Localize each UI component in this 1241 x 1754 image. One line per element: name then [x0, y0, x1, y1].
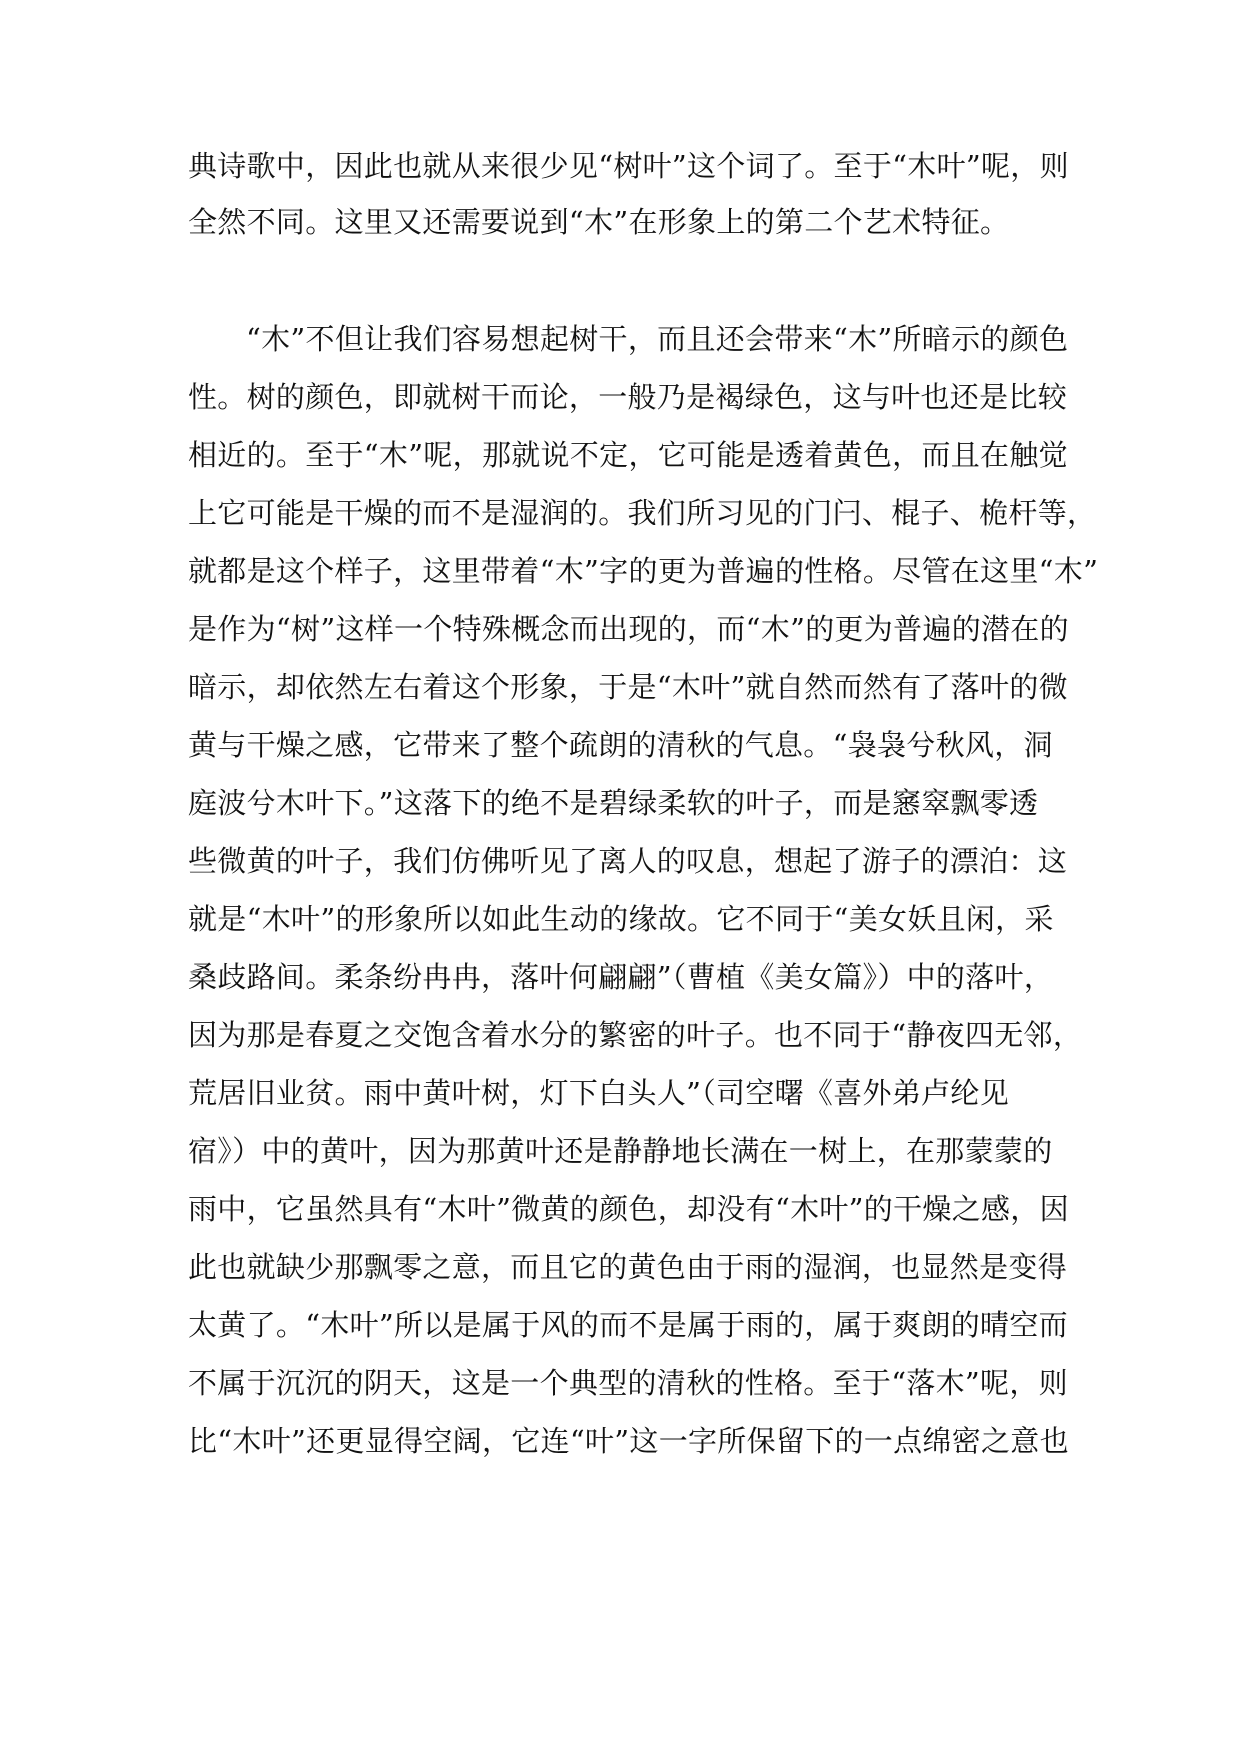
text-line: 此也就缺少那飘零之意，而且它的黄色由于雨的湿润，也显然是变得 [188, 1250, 1068, 1284]
text-line: 桑歧路间。柔条纷冉冉，落叶何翩翩”（曹植《美女篇》）中的落叶， [188, 960, 1054, 994]
text-line: 因为那是春夏之交饱含着水分的繁密的叶子。也不同于“静夜四无邻， [188, 1018, 1083, 1052]
text-line: 不属于沉沉的阴天，这是一个典型的清秋的性格。至于“落木”呢，则 [188, 1366, 1068, 1400]
text-line: 荒居旧业贫。雨中黄叶树，灯下白头人”（司空曙《喜外弟卢纶见 [188, 1076, 1010, 1110]
text-line: 比“木叶”还更显得空阔，它连“叶”这一字所保留下的一点绵密之意也 [188, 1424, 1069, 1458]
text-line: 太黄了。“木叶”所以是属于风的而不是属于雨的，属于爽朗的晴空而 [188, 1308, 1068, 1342]
text-line: 黄与干燥之感，它带来了整个疏朗的清秋的气息。“袅袅兮秋风，洞 [188, 728, 1053, 762]
text-line: 就是“木叶”的形象所以如此生动的缘故。它不同于“美女妖且闲，采 [188, 902, 1054, 936]
text-line: “木”不但让我们容易想起树干，而且还会带来“木”所暗示的颜色 [246, 322, 1069, 356]
text-line: 暗示，却依然左右着这个形象，于是“木叶”就自然而然有了落叶的微 [188, 670, 1068, 704]
text-line: 性。树的颜色，即就树干而论，一般乃是褐绿色，这与叶也还是比较 [188, 380, 1068, 414]
text-line: 庭波兮木叶下。”这落下的绝不是碧绿柔软的叶子，而是窸窣飘零透 [188, 786, 1039, 820]
text-line: 雨中，它虽然具有“木叶”微黄的颜色，却没有“木叶”的干燥之感，因 [188, 1192, 1069, 1226]
text-line: 些微黄的叶子，我们仿佛听见了离人的叹息，想起了游子的漂泊：这 [188, 844, 1068, 878]
text-line: 相近的。至于“木”呢，那就说不定，它可能是透着黄色，而且在触觉 [188, 438, 1068, 472]
text-line: 就都是这个样子，这里带着“木”字的更为普遍的性格。尽管在这里“木” [188, 554, 1099, 588]
text-line: 全然不同。这里又还需要说到“木”在形象上的第二个艺术特征。 [188, 205, 1010, 239]
text-line: 上它可能是干燥的而不是湿润的。我们所习见的门闩、棍子、桅杆等， [188, 496, 1097, 530]
text-line: 宿》）中的黄叶，因为那黄叶还是静静地长满在一树上，在那蒙蒙的 [188, 1134, 1053, 1168]
text-line: 是作为“树”这样一个特殊概念而出现的，而“木”的更为普遍的潜在的 [188, 612, 1069, 646]
text-line: 典诗歌中，因此也就从来很少见“树叶”这个词了。至于“木叶”呢，则 [188, 149, 1069, 183]
